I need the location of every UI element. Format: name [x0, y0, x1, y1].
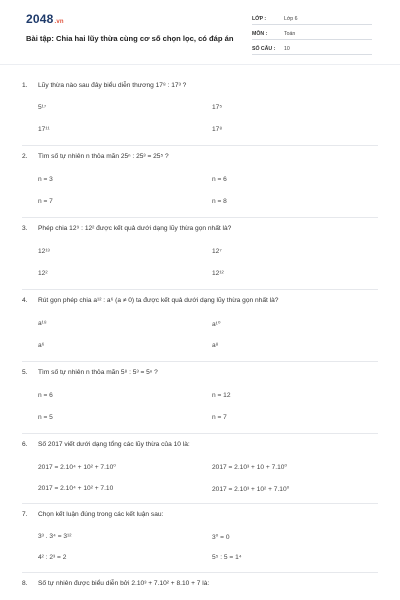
answer-option[interactable]: 12⁷ — [212, 248, 222, 255]
meta-row-subject — [252, 28, 372, 40]
answer-option[interactable]: 2017 = 2.10⁴ + 10² + 7.10 — [38, 485, 114, 492]
question-1 — [22, 82, 186, 89]
question-number: 7. — [22, 511, 28, 518]
question-8 — [22, 580, 209, 587]
answer-option[interactable]: 17⁸ — [212, 126, 223, 133]
answer-option[interactable]: a¹⁸ — [38, 320, 47, 327]
answer-option[interactable]: 17¹¹ — [38, 126, 50, 133]
meta-value: 10 — [284, 45, 290, 52]
question-text: Tìm số tự nhiên n thỏa mãn 5⁸ : 5³ = 5ⁿ ? — [38, 369, 158, 376]
answer-option[interactable]: n = 8 — [212, 198, 227, 205]
question-number: 4. — [22, 297, 28, 304]
answer-option[interactable]: 4² : 2³ = 2 — [38, 554, 67, 561]
question-3 — [22, 225, 231, 232]
answer-option[interactable]: n = 6 — [212, 176, 227, 183]
meta-label: LỚP : — [252, 15, 267, 22]
site-logo[interactable] — [26, 12, 64, 26]
meta-label: MÔN : — [252, 30, 268, 37]
answer-option[interactable]: 5⁵ : 5 = 1⁴ — [212, 554, 242, 561]
question-number: 3. — [22, 225, 28, 232]
worksheet-title: Bài tập: Chia hai lũy thừa cùng cơ số chọn lọc, có đáp án — [26, 34, 234, 43]
question-divider — [22, 572, 378, 573]
logo-suffix: .vn — [54, 19, 64, 25]
question-divider — [22, 503, 378, 504]
answer-option[interactable]: n = 7 — [38, 198, 53, 205]
answer-option[interactable]: 2017 = 2.10³ + 10² + 7.10⁰ — [212, 486, 290, 493]
answer-option[interactable]: n = 7 — [212, 414, 227, 421]
answer-option[interactable]: 12¹³ — [38, 248, 50, 255]
meta-label: SỐ CÂU : — [252, 45, 276, 52]
question-divider — [22, 361, 378, 362]
answer-option[interactable]: 2017 = 2.10³ + 10 + 7.10⁰ — [212, 464, 288, 471]
question-2 — [22, 153, 169, 160]
answer-option[interactable]: n = 5 — [38, 414, 53, 421]
question-text: Số 2017 viết dưới dạng tổng các lũy thừa của 10 là: — [38, 441, 190, 448]
question-number: 6. — [22, 441, 28, 448]
question-number: 5. — [22, 369, 28, 376]
question-text: Phép chia 12⁹ : 12² được kết quả dưới dạng lũy thừa gọn nhất là? — [38, 225, 232, 232]
answer-option[interactable]: n = 12 — [212, 392, 231, 399]
answer-option[interactable]: n = 6 — [38, 392, 53, 399]
answer-option[interactable]: 12² — [38, 270, 48, 277]
question-divider — [22, 289, 378, 290]
question-text: Lũy thừa nào sau đây biểu diễn thương 17⁸ : 17³ ? — [38, 82, 187, 89]
meta-value: Lớp 6 — [284, 15, 298, 22]
question-divider — [22, 145, 378, 146]
logo-text: 2048 — [26, 12, 54, 26]
question-4 — [22, 297, 278, 304]
question-7 — [22, 511, 163, 518]
question-5 — [22, 369, 158, 376]
question-divider — [22, 433, 378, 434]
question-6 — [22, 441, 190, 448]
meta-row-grade — [252, 13, 372, 25]
meta-value: Toán — [284, 30, 296, 37]
answer-option[interactable]: n = 3 — [38, 176, 53, 183]
answer-option[interactable]: a¹⁰ — [212, 321, 221, 328]
question-text: Chọn kết luận đúng trong các kết luận sau: — [38, 511, 164, 518]
question-number: 1. — [22, 82, 28, 89]
answer-option[interactable]: 17⁵ — [212, 104, 223, 111]
page-header — [0, 0, 400, 64]
answer-option[interactable]: 2017 = 2.10⁴ + 10² + 7.10⁰ — [38, 464, 116, 471]
header-divider — [0, 64, 400, 65]
question-divider — [22, 217, 378, 218]
answer-option[interactable]: 3⁰ = 0 — [212, 534, 230, 541]
answer-option[interactable]: 3³ . 3⁴ = 3¹² — [38, 533, 72, 540]
question-number: 8. — [22, 580, 28, 587]
answer-option[interactable]: 12¹² — [212, 270, 224, 277]
meta-row-question-count — [252, 43, 372, 55]
question-text: Số tự nhiên được biểu diễn bởi 2.10³ + 7.10² + 8.10 + 7 là: — [38, 580, 210, 587]
answer-option[interactable]: 5¹⁷ — [38, 104, 47, 111]
question-text: Rút gọn phép chia a¹² : a⁶ (a ≠ 0) ta được kết quả dưới dạng lũy thừa gọn nhất là? — [38, 297, 279, 304]
question-number: 2. — [22, 153, 28, 160]
worksheet-meta — [252, 13, 372, 55]
answer-option[interactable]: a⁶ — [38, 342, 45, 349]
answer-option[interactable]: a⁸ — [212, 342, 219, 349]
question-text: Tìm số tự nhiên n thỏa mãn 25ⁿ : 25³ = 25⁵ ? — [38, 153, 169, 160]
